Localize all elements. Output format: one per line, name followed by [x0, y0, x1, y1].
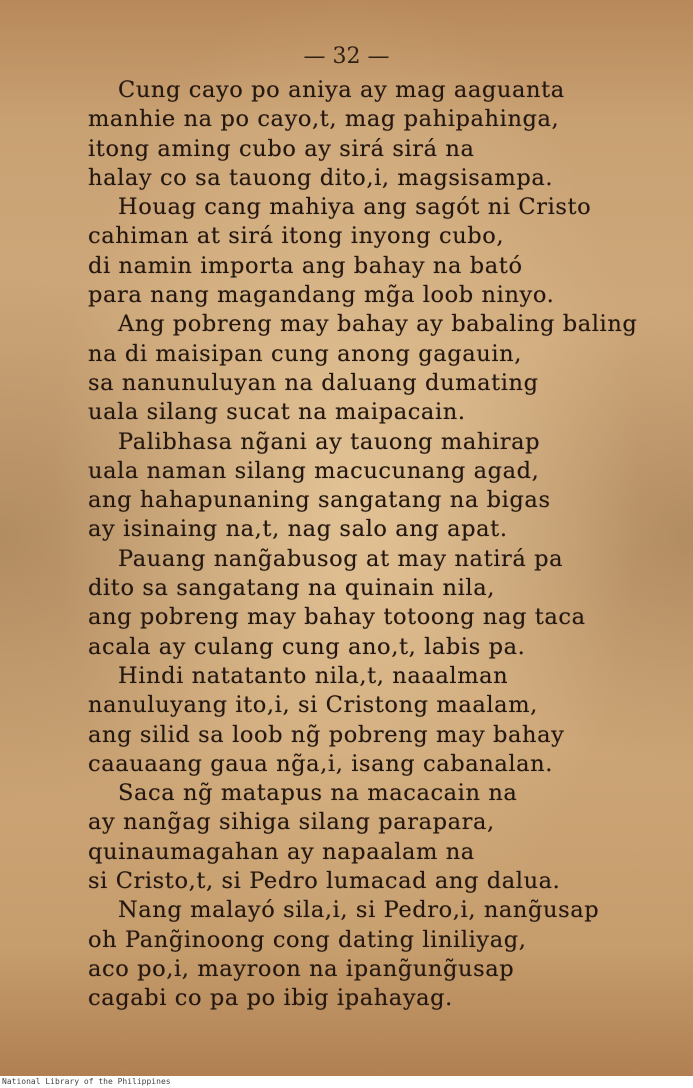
library-credit: National Library of the Philippines — [0, 1076, 693, 1088]
stanza-8 — [88, 896, 678, 1013]
verse-line: Palibhasa ng̃ani ay tauong mahirap — [118, 428, 541, 455]
verse-line: si Cristo,t, si Pedro lumacad ang dalua. — [88, 868, 561, 895]
page-number: — 32 — — [303, 44, 390, 69]
stanza-3 — [88, 310, 678, 427]
verse-line: ang pobreng may bahay totoong nag taca — [88, 604, 586, 631]
verse-line: ay isinaing na,t, nag salo ang apat. — [88, 516, 508, 543]
verse-line: para nang magandang mg̃a loob ninyo. — [88, 282, 555, 309]
verse-line: Nang malayó sila,i, si Pedro,i, nang̃usap — [118, 897, 600, 924]
stanza-5 — [88, 545, 678, 662]
verse-line: cahiman at sirá itong inyong cubo, — [88, 223, 505, 250]
stanza-6 — [88, 662, 678, 779]
verse-line: ang silid sa loob ng̃ pobreng may bahay — [88, 721, 565, 748]
verse-line: oh Pang̃inoong cong dating liniliyag, — [88, 926, 527, 953]
verse-line: uala silang sucat na maipacain. — [88, 399, 466, 426]
stanza-4 — [88, 428, 678, 545]
verse-line: Cung cayo po aniya ay mag aaguanta — [118, 77, 565, 103]
verse-line: na di maisipan cung anong gagauin, — [88, 340, 522, 367]
verse-line: Hindi natatanto nila,t, naaalman — [118, 662, 509, 689]
verse-line: acala ay culang cung ano,t, labis pa. — [88, 633, 526, 660]
verse-line: cagabi co pa po ibig ipahayag. — [88, 985, 453, 1012]
verse-line: ang hahapunaning sangatang na bigas — [88, 487, 551, 514]
verse-line: manhie na po cayo,t, mag pahipahinga, — [88, 106, 560, 133]
verse-line: uala naman silang macucunang agad, — [88, 457, 540, 484]
verse-line: quinaumagahan ay napaalam na — [88, 838, 475, 865]
verse-line: di namin importa ang bahay na bató — [88, 252, 523, 279]
stanza-1 — [88, 76, 678, 193]
verse-line: Pauang nang̃abusog at may natirá pa — [118, 545, 564, 572]
verse-line: nanuluyang ito,i, si Cristong maalam, — [88, 692, 538, 719]
stanza-2 — [88, 193, 678, 310]
poem-text — [88, 76, 678, 1014]
verse-line: itong aming cubo ay sirá sirá na — [88, 135, 475, 162]
verse-line: Houag cang mahiya ang sagót ni Cristo — [118, 194, 592, 221]
verse-line: aco po,i, mayroon na ipang̃ung̃usap — [88, 955, 515, 982]
verse-line: Ang pobreng may bahay ay babaling baling — [118, 311, 638, 338]
verse-line: halay co sa tauong dito,i, magsisampa. — [88, 164, 554, 191]
stanza-7 — [88, 779, 678, 896]
verse-line: sa nanunuluyan na daluang dumating — [88, 369, 539, 396]
verse-line: caauaang gaua ng̃a,i, isang cabanalan. — [88, 750, 554, 777]
verse-line: ay nang̃ag sihiga silang parapara, — [88, 809, 495, 836]
verse-line: Saca ng̃ matapus na macacain na — [118, 780, 518, 807]
verse-line: dito sa sangatang na quinain nila, — [88, 575, 495, 602]
